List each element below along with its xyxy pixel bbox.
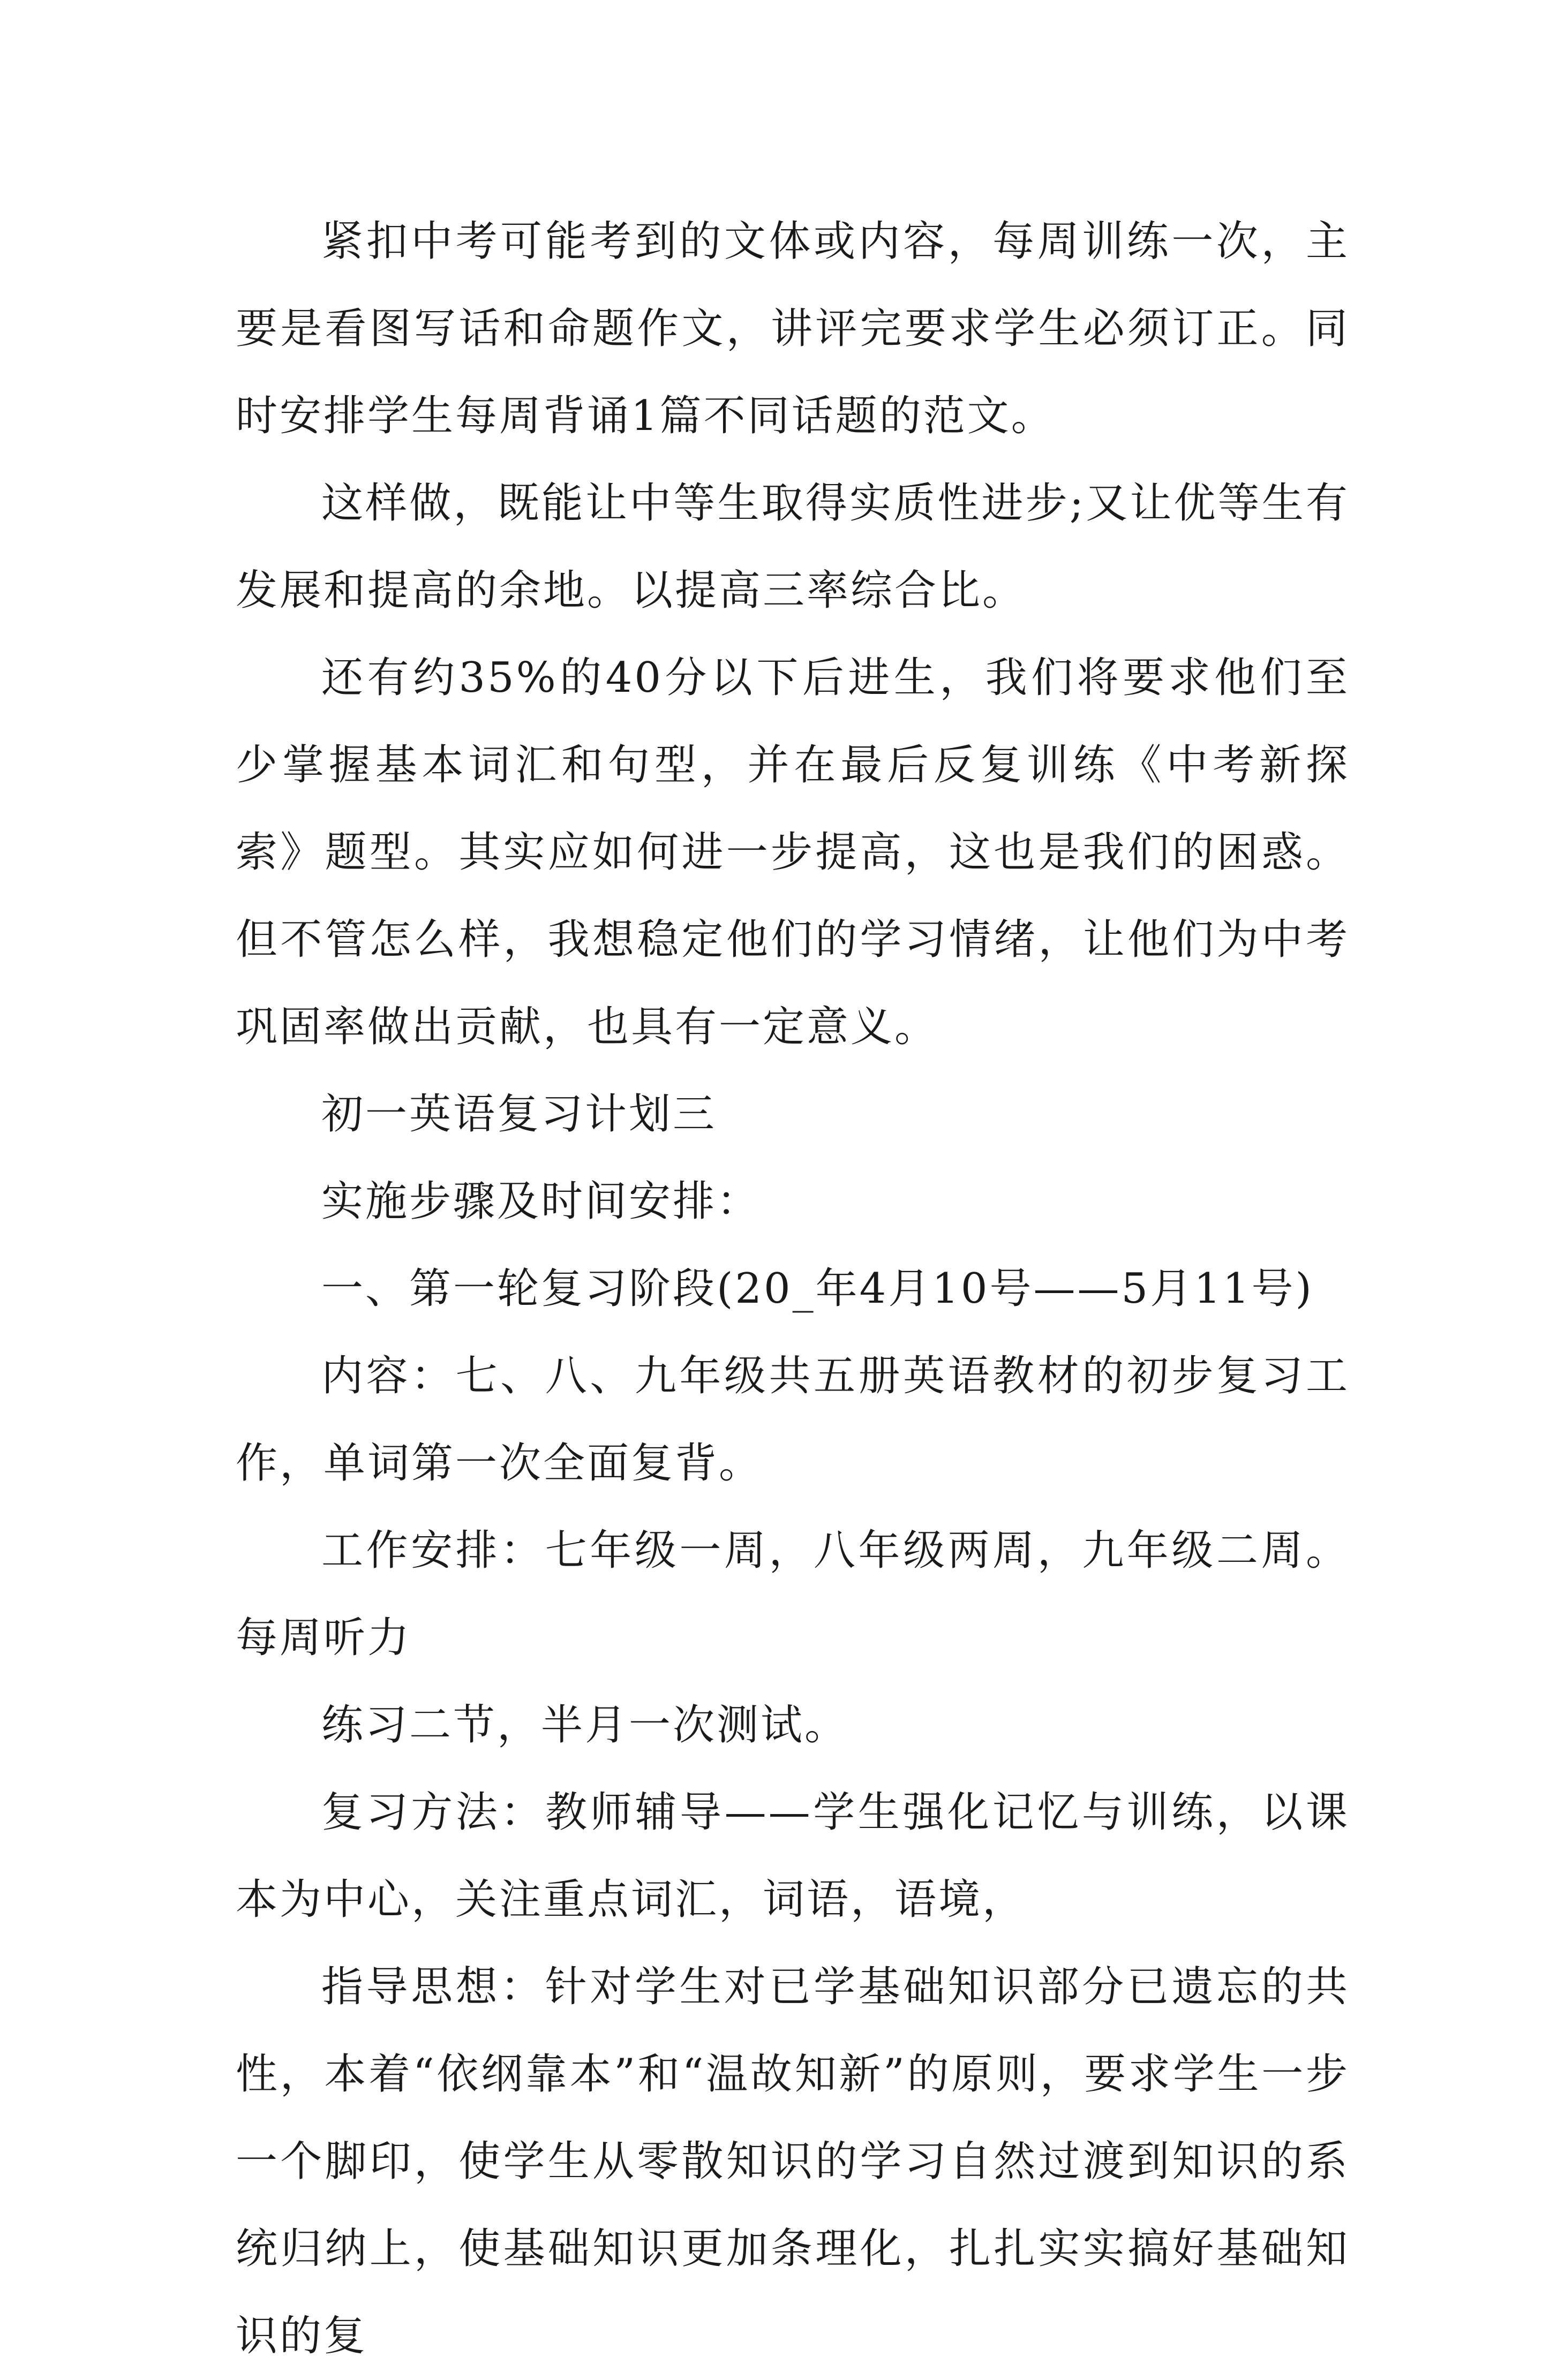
paragraph-guiding-idea: 指导思想：针对学生对已学基础知识部分已遗忘的共性，本着“依纲靠本”和“温故知新”的原则，要求学生一步一个脚印，使学生从零散知识的学习自然过渡到知识的系统归纳上，使基础知识更加条理化，扎扎实实搞好基础知识的复 — [236, 1963, 1350, 2360]
section-title: 初一英语复习计划三 — [321, 1090, 717, 1138]
first-round-heading: 一、第一轮复习阶段(20_年4月10号——5月11号) — [321, 1265, 1314, 1313]
paragraph-middle-students: 这样做，既能让中等生取得实质性进步;又让优等生有发展和提高的余地。以提高三率综合比。 — [236, 479, 1350, 615]
paragraph-writing-training: 紧扣中考可能考到的文体或内容，每周训练一次，主要是看图写话和命题作文，讲评完要求学生必须订正。同时安排学生每周背诵1篇不同话题的范文。 — [236, 217, 1350, 440]
steps-heading: 实施步骤及时间安排： — [321, 1177, 761, 1226]
paragraph-lower-students: 还有约35%的40分以下后进生，我们将要求他们至少掌握基本词汇和句型，并在最后反复训练《中考新探索》题型。其实应如何进一步提高，这也是我们的困惑。但不管怎么样，我想稳定他们的学习情绪，让他们为中考巩固率做出贡献，也具有一定意义。 — [236, 654, 1350, 1051]
document-body — [236, 198, 1350, 2380]
paragraph-content: 内容：七、八、九年级共五册英语教材的初步复习工作，单词第一次全面复背。 — [236, 1352, 1350, 1487]
paragraph-practice: 练习二节，半月一次测试。 — [321, 1701, 849, 1749]
paragraph-review-method: 复习方法：教师辅导——学生强化记忆与训练，以课本为中心，关注重点词汇，词语，语境， — [236, 1788, 1350, 1924]
paragraph-work-arrangement: 工作安排：七年级一周，八年级两周，九年级二周。每周听力 — [236, 1527, 1350, 1662]
